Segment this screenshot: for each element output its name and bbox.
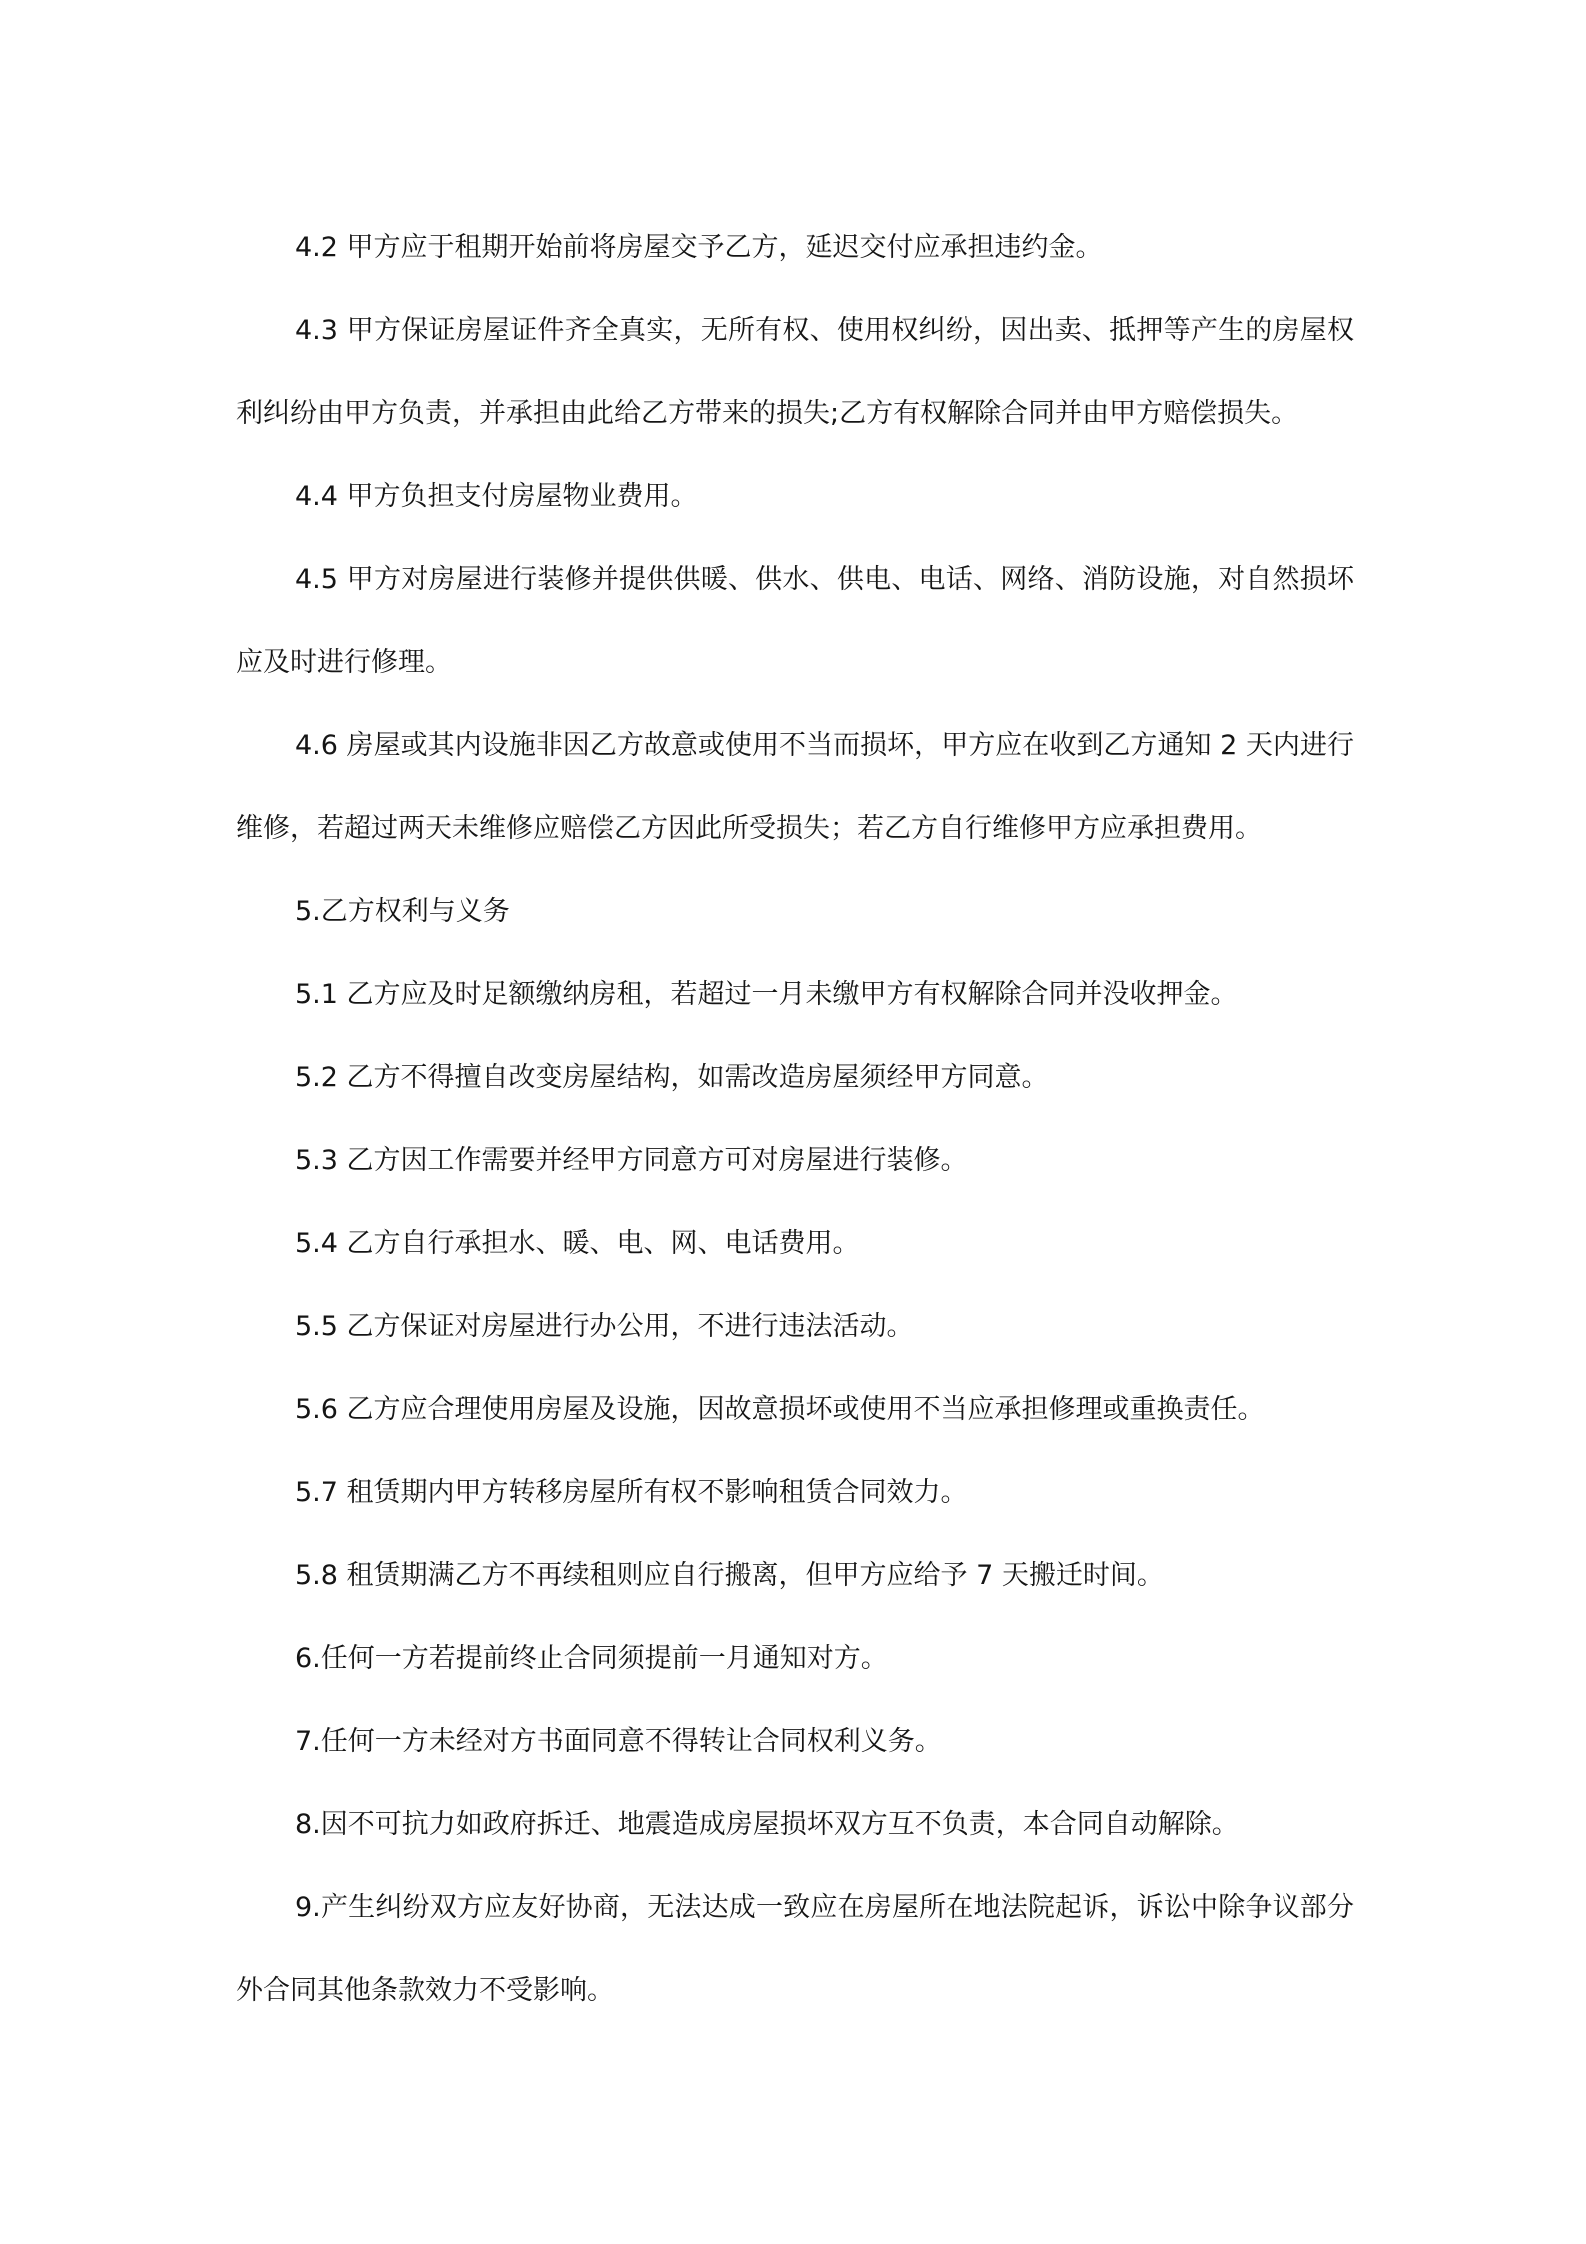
paragraph-5-5: 5.5 乙方保证对房屋进行办公用，不进行违法活动。 bbox=[295, 1311, 914, 1342]
section-5-heading: 5.乙方权利与义务 bbox=[295, 896, 510, 927]
paragraph-5-1: 5.1 乙方应及时足额缴纳房租，若超过一月未缴甲方有权解除合同并没收押金。 bbox=[295, 979, 1238, 1010]
paragraph-6: 6.任何一方若提前终止合同须提前一月通知对方。 bbox=[295, 1643, 888, 1674]
paragraph-4-4: 4.4 甲方负担支付房屋物业费用。 bbox=[295, 481, 698, 512]
contract-text-block bbox=[236, 206, 1354, 2032]
paragraph-5-8: 5.8 租赁期满乙方不再续租则应自行搬离，但甲方应给予 7 天搬迁时间。 bbox=[295, 1560, 1164, 1591]
paragraph-4-6: 4.6 房屋或其内设施非因乙方故意或使用不当而损坏，甲方应在收到乙方通知 2 天内进行维修，若超过两天未维修应赔偿乙方因此所受损失；若乙方自行维修甲方应承担费用。 bbox=[236, 730, 1354, 844]
paragraph-4-2: 4.2 甲方应于租期开始前将房屋交予乙方，延迟交付应承担违约金。 bbox=[295, 232, 1103, 263]
paragraph-7: 7.任何一方未经对方书面同意不得转让合同权利义务。 bbox=[295, 1726, 942, 1757]
paragraph-5-6: 5.6 乙方应合理使用房屋及设施，因故意损坏或使用不当应承担修理或重换责任。 bbox=[295, 1394, 1265, 1425]
paragraph-4-5: 4.5 甲方对房屋进行装修并提供供暖、供水、供电、电话、网络、消防设施，对自然损坏应及时进行修理。 bbox=[236, 564, 1354, 678]
paragraph-5-3: 5.3 乙方因工作需要并经甲方同意方可对房屋进行装修。 bbox=[295, 1145, 968, 1176]
paragraph-5-2: 5.2 乙方不得擅自改变房屋结构，如需改造房屋须经甲方同意。 bbox=[295, 1062, 1049, 1093]
paragraph-9: 9.产生纠纷双方应友好协商，无法达成一致应在房屋所在地法院起诉，诉讼中除争议部分外合同其他条款效力不受影响。 bbox=[236, 1892, 1354, 2006]
paragraph-5-7: 5.7 租赁期内甲方转移房屋所有权不影响租赁合同效力。 bbox=[295, 1477, 968, 1508]
paragraph-8: 8.因不可抗力如政府拆迁、地震造成房屋损坏双方互不负责，本合同自动解除。 bbox=[295, 1809, 1239, 1840]
paragraph-4-3: 4.3 甲方保证房屋证件齐全真实，无所有权、使用权纠纷，因出卖、抵押等产生的房屋权利纠纷由甲方负责，并承担由此给乙方带来的损失;乙方有权解除合同并由甲方赔偿损失。 bbox=[236, 315, 1354, 429]
paragraph-5-4: 5.4 乙方自行承担水、暖、电、网、电话费用。 bbox=[295, 1228, 860, 1259]
